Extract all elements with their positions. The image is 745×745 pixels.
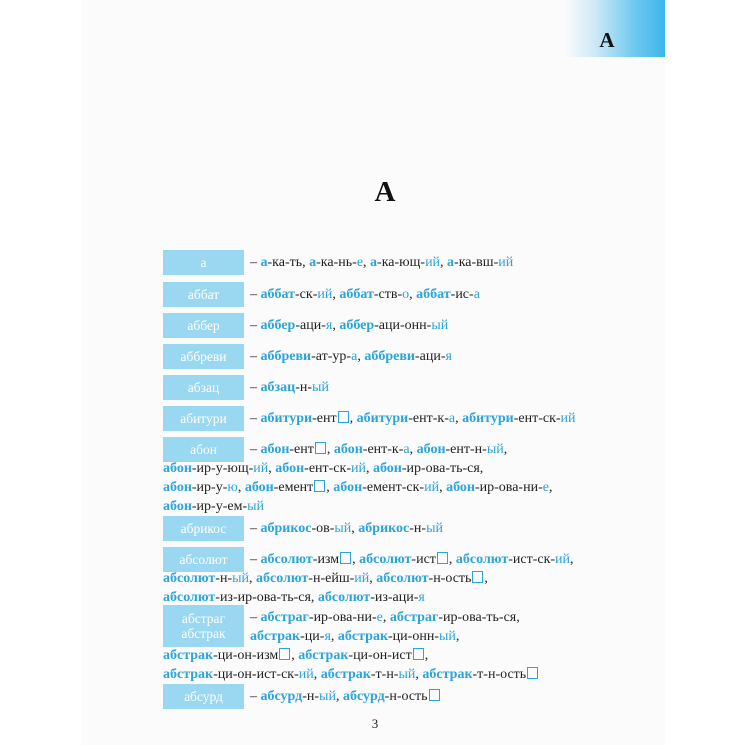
- root-part: аббер: [339, 318, 375, 333]
- null-ending-icon: [429, 689, 440, 701]
- text-part: -н-ость: [384, 689, 428, 704]
- text-part: ,: [440, 255, 448, 270]
- text-part: -аци-: [295, 318, 326, 333]
- root-part: аббер: [260, 318, 296, 333]
- root-label: абсурд: [184, 689, 223, 704]
- root-box: [163, 684, 244, 709]
- text-part: -н-: [295, 380, 313, 395]
- text-part: -ир-у-: [191, 480, 228, 495]
- text-part: –: [250, 442, 261, 457]
- root-part: абсолют: [256, 571, 309, 586]
- text-part: -ент-к-: [362, 442, 404, 457]
- ending-part: ый: [232, 571, 250, 586]
- entry-line: [250, 627, 459, 646]
- text-part: ,: [330, 629, 338, 644]
- root-part: абсолют: [163, 590, 216, 605]
- ending-part: а: [351, 349, 358, 364]
- text-part: ,: [249, 571, 257, 586]
- root-label: аббреви: [180, 349, 227, 364]
- root-part: абстрак: [337, 629, 389, 644]
- ending-part: ый: [312, 380, 329, 395]
- entry-line: [250, 316, 448, 335]
- ending-part: ий: [350, 461, 366, 476]
- root-part: абстрак: [250, 629, 301, 644]
- ending-part: ий: [298, 667, 314, 682]
- entry-line: [250, 687, 441, 706]
- root-part: абсолют: [359, 552, 412, 567]
- text-part: -н-: [215, 571, 233, 586]
- ending-part: ий: [498, 255, 514, 270]
- root-box: [163, 605, 244, 647]
- null-ending-icon: [340, 552, 351, 564]
- text-part: -ат-ур-: [311, 349, 352, 364]
- page-number: 3: [371, 716, 379, 731]
- root-label: абстраг: [181, 611, 226, 626]
- ending-part: а: [448, 411, 456, 426]
- root-part: абитури: [356, 411, 409, 426]
- text-part: ,: [332, 318, 340, 333]
- ending-part: ий: [253, 461, 269, 476]
- entry-line: [250, 409, 576, 428]
- ending-part: е: [542, 480, 549, 495]
- text-part: ,: [268, 461, 276, 476]
- text-part: ,: [424, 648, 429, 663]
- null-ending-icon: [437, 552, 448, 564]
- entry-line: [163, 569, 488, 588]
- text-part: ,: [332, 287, 340, 302]
- root-part: абстрак: [163, 648, 214, 663]
- text-part: ,: [455, 629, 460, 644]
- root-part: абсолют: [163, 571, 216, 586]
- ending-part: ий: [555, 552, 571, 567]
- root-part: абон: [163, 480, 192, 495]
- text-part: ,: [439, 480, 447, 495]
- null-ending-icon: [338, 411, 349, 423]
- root-part: абон: [260, 442, 290, 457]
- entry-line: [163, 665, 539, 684]
- text-part: -ци-онн-: [388, 629, 439, 644]
- text-part: -ка-нь-: [316, 255, 357, 270]
- root-part: абон: [446, 480, 475, 495]
- text-part: ,: [382, 610, 390, 625]
- text-part: -ци-: [300, 629, 325, 644]
- text-part: ,: [352, 552, 360, 567]
- ending-part: е: [356, 255, 364, 270]
- text-part: -аци-онн-: [374, 318, 432, 333]
- text-part: -емент-ск-: [362, 480, 425, 495]
- ending-part: е: [376, 610, 383, 625]
- root-part: абон: [333, 480, 363, 495]
- text-part: -ск-: [295, 287, 318, 302]
- text-part: -ир-ова-ть-ся,: [401, 461, 484, 476]
- text-part: -изм: [312, 552, 340, 567]
- text-part: -ств-: [373, 287, 403, 302]
- ending-part: ий: [560, 411, 576, 426]
- root-part: а: [309, 255, 317, 270]
- text-part: -ка-ющ-: [377, 255, 426, 270]
- ending-part: ий: [424, 480, 440, 495]
- text-part: ,: [503, 442, 508, 457]
- text-part: -н-: [302, 689, 320, 704]
- ending-part: ый: [398, 667, 416, 682]
- root-part: абон: [244, 480, 274, 495]
- root-part: абсурд: [260, 689, 303, 704]
- text-part: -ка-ть,: [267, 255, 310, 270]
- ending-part: ый: [334, 521, 352, 536]
- letter-tab-label: А: [599, 28, 615, 52]
- ending-part: ю: [227, 480, 238, 495]
- text-part: ,: [349, 411, 357, 426]
- text-part: ,: [415, 667, 423, 682]
- root-part: аббат: [416, 287, 451, 302]
- root-part: абстрак: [298, 648, 349, 663]
- root-label: абитури: [180, 411, 227, 426]
- text-part: –: [250, 411, 261, 426]
- text-part: –: [250, 552, 261, 567]
- root-part: абрикос: [260, 521, 312, 536]
- root-label: абрикос: [180, 521, 227, 536]
- text-part: ,: [357, 349, 365, 364]
- root-label: а: [200, 255, 207, 270]
- ending-part: а: [473, 287, 480, 302]
- root-box: [163, 250, 244, 275]
- text-part: -ка-вш-: [454, 255, 499, 270]
- text-part: ,: [313, 667, 321, 682]
- null-ending-icon: [279, 648, 290, 660]
- text-part: -ир-у-ем-: [191, 499, 248, 514]
- text-part: –: [250, 521, 261, 536]
- ending-part: ый: [426, 521, 443, 536]
- text-part: -т-н-: [370, 667, 399, 682]
- entry-line: [250, 253, 513, 272]
- null-ending-icon: [413, 648, 424, 660]
- entry-line: [250, 378, 329, 397]
- text-part: ,: [326, 480, 334, 495]
- root-part: абитури: [462, 411, 514, 426]
- text-part: -из-аци-: [370, 590, 419, 605]
- entry-line: [250, 550, 574, 569]
- text-part: -аци-: [414, 349, 446, 364]
- root-part: абстрак: [163, 667, 214, 682]
- root-part: абзац: [260, 380, 296, 395]
- root-box: [163, 406, 244, 431]
- ending-part: ий: [317, 287, 333, 302]
- root-label: абзац: [187, 380, 220, 395]
- text-part: -ир-у-ющ-: [191, 461, 254, 476]
- text-part: ,: [409, 442, 417, 457]
- text-part: –: [250, 380, 261, 395]
- root-box: [163, 313, 244, 338]
- root-part: абон: [372, 461, 402, 476]
- root-part: абсолют: [260, 552, 313, 567]
- text-part: –: [250, 318, 261, 333]
- root-part: аббат: [339, 287, 374, 302]
- text-part: –: [250, 287, 261, 302]
- text-part: –: [250, 610, 261, 625]
- text-part: ,: [409, 287, 417, 302]
- ending-part: о: [402, 287, 410, 302]
- entry-line: [163, 646, 428, 665]
- root-box: [163, 282, 244, 307]
- text-part: -т-н-ость: [472, 667, 527, 682]
- text-part: -ир-ова-ть-ся,: [438, 610, 520, 625]
- text-part: -ов-: [311, 521, 335, 536]
- text-part: -ис-: [450, 287, 474, 302]
- text-part: ,: [455, 411, 463, 426]
- ending-part: ый: [486, 442, 504, 457]
- root-part: абстраг: [260, 610, 309, 625]
- text-part: ,: [365, 461, 373, 476]
- text-part: -ент-ск-: [513, 411, 561, 426]
- root-part: аббреви: [364, 349, 415, 364]
- entry-line: [250, 608, 520, 627]
- root-part: а: [260, 255, 268, 270]
- root-box: [163, 516, 244, 541]
- root-label: аббер: [187, 318, 220, 333]
- root-box: [163, 375, 244, 400]
- null-ending-icon: [527, 667, 538, 679]
- ending-part: ый: [247, 499, 265, 514]
- text-part: -н-ейш-: [308, 571, 355, 586]
- text-part: ,: [363, 255, 371, 270]
- text-part: -ент-к-: [408, 411, 449, 426]
- root-part: абон: [163, 499, 192, 514]
- text-part: ,: [326, 442, 334, 457]
- text-part: ,: [448, 552, 456, 567]
- entry-line: [163, 478, 552, 497]
- text-part: -ци-он-ист: [348, 648, 412, 663]
- root-part: абстрак: [422, 667, 473, 682]
- text-part: -емент: [273, 480, 314, 495]
- text-part: –: [250, 349, 261, 364]
- text-part: –: [250, 255, 257, 270]
- text-part: -ци-он-ист-ск-: [213, 667, 299, 682]
- text-part: -ци-он-изм: [213, 648, 279, 663]
- root-box: [163, 344, 244, 369]
- ending-part: ый: [319, 689, 336, 704]
- root-part: абон: [275, 461, 305, 476]
- entry-line: [250, 519, 443, 538]
- ending-part: ый: [431, 318, 449, 333]
- text-part: ,: [291, 648, 299, 663]
- text-part: ,: [237, 480, 245, 495]
- text-part: -ир-ова-ни-: [474, 480, 543, 495]
- root-part: абрикос: [358, 521, 410, 536]
- text-part: -ент-н-: [445, 442, 487, 457]
- ending-part: я: [418, 590, 425, 605]
- text-part: -ент-ск-: [304, 461, 351, 476]
- entry-line: [163, 459, 483, 478]
- root-label: абстрак: [181, 626, 226, 641]
- text-part: ,: [335, 689, 343, 704]
- text-part: ,: [484, 571, 488, 586]
- text-part: ,: [570, 552, 574, 567]
- null-ending-icon: [314, 480, 325, 492]
- root-part: абсолют: [455, 552, 509, 567]
- root-part: абон: [163, 461, 192, 476]
- root-part: абсолют: [317, 590, 371, 605]
- ending-part: а: [403, 442, 410, 457]
- entry-line: [250, 285, 480, 304]
- section-heading: А: [374, 176, 396, 208]
- root-part: а: [447, 255, 455, 270]
- text-part: -ент: [312, 411, 337, 426]
- text-part: -н-: [409, 521, 427, 536]
- text-part: -ент: [289, 442, 314, 457]
- root-label: абон: [190, 442, 217, 457]
- root-part: абстрак: [320, 667, 371, 682]
- ending-part: ый: [438, 629, 456, 644]
- root-part: а: [370, 255, 378, 270]
- ending-part: я: [324, 629, 331, 644]
- root-label: абсолют: [179, 552, 228, 567]
- text-part: -ист: [411, 552, 436, 567]
- root-part: абон: [333, 442, 363, 457]
- root-label: аббат: [187, 287, 220, 302]
- entry-line: [250, 347, 452, 366]
- text-part: -ист-ск-: [508, 552, 556, 567]
- root-part: абстраг: [389, 610, 439, 625]
- text-part: ,: [351, 521, 359, 536]
- root-part: абсурд: [342, 689, 385, 704]
- ending-part: ий: [354, 571, 370, 586]
- null-ending-icon: [472, 571, 483, 583]
- text-part: ,: [369, 571, 377, 586]
- null-ending-icon: [315, 442, 326, 454]
- text-part: -н-ость: [428, 571, 472, 586]
- text-part: ,: [548, 480, 553, 495]
- entry-line: [250, 440, 507, 459]
- text-part: -из-ир-ова-ть-ся,: [215, 590, 318, 605]
- ending-part: я: [445, 349, 452, 364]
- root-part: аббат: [260, 287, 296, 302]
- ending-part: ий: [425, 255, 441, 270]
- root-part: аббреви: [260, 349, 312, 364]
- ending-part: я: [325, 318, 333, 333]
- text-part: –: [250, 689, 261, 704]
- entry-line: [163, 497, 264, 516]
- root-part: абитури: [260, 411, 313, 426]
- text-part: -ир-ова-ни-: [308, 610, 377, 625]
- root-part: абон: [416, 442, 446, 457]
- root-part: абсолют: [376, 571, 429, 586]
